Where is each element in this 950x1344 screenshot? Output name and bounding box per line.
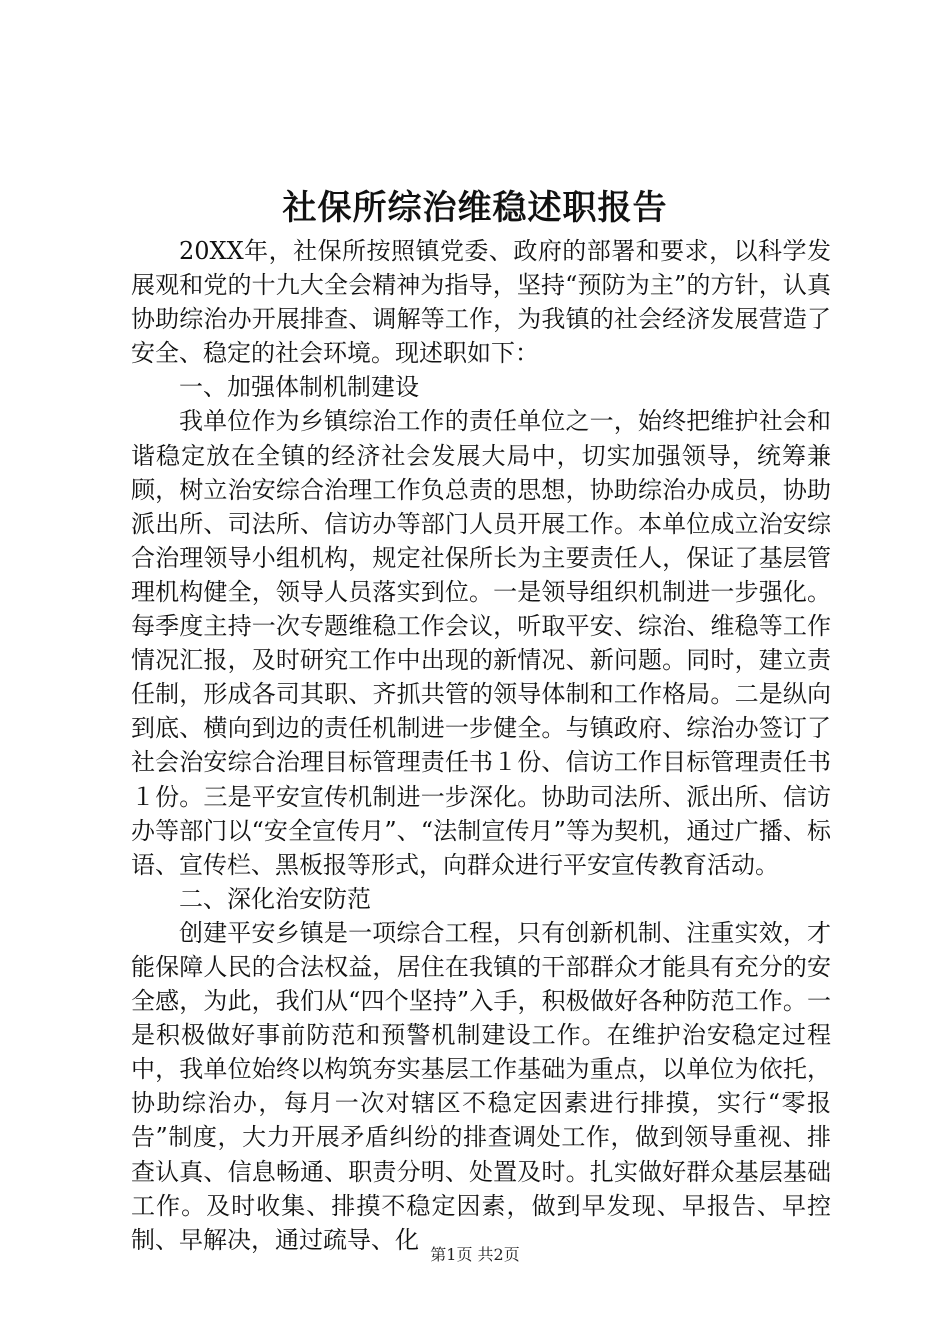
document-title: 社保所综治维稳述职报告 [282, 188, 668, 228]
section-heading-1: 一、加强体制机制建设 [179, 373, 419, 402]
section-heading-2: 二、深化治安防范 [179, 884, 371, 913]
page-footer: 第1页 共2页 [430, 1245, 520, 1264]
section-paragraph-1: 我单位作为乡镇综治工作的责任单位之一，始终把维护社会和谐稳定放在全镇的经济社会发展大局中，切实加强领导，统筹兼顾，树立治安综合治理工作负总责的思想，协助综治办成员，协助派出所、司法所、信访办等部门人员开展工作。本单位成立治安综合治理领导小组机构，规定社保所长为主要责任人，保证了基层管理机构健全，领导人员落实到位。一是领导组织机制进一步强化。每季度主持一次专题维稳工作会议，听取平安、综治、维稳等工作情况汇报，及时研究工作中出现的新情况、新问题。同时，建立责任制，形成各司其职、齐抓共管的领导体制和工作格局。二是纵向到底、横向到边的责任机制进一步健全。与镇政府、综治办签订了社会治安综合治理目标管理责任书１份、信访工作目标管理责任书１份。三是平安宣传机制进一步深化。协助司法所、派出所、信访办等部门以“安全宣传月”、“法制宣传月”等为契机，通过广播、标语、宣传栏、黑板报等形式，向群众进行平安宣传教育活动。 [131, 407, 831, 879]
intro-paragraph: 20XX年，社保所按照镇党委、政府的部署和要求，以科学发展观和党的十九大全会精神为指导，坚持“预防为主”的方针，认真协助综治办开展排查、调解等工作，为我镇的社会经济发展营造了安全、稳定的社会环境。现述职如下： [131, 237, 831, 368]
section-paragraph-2: 创建平安乡镇是一项综合工程，只有创新机制、注重实效，才能保障人民的合法权益，居住在我镇的干部群众才能具有充分的安全感，为此，我们从“四个坚持”入手，积极做好各种防范工作。一是积极做好事前防范和预警机制建设工作。在维护治安稳定过程中，我单位始终以构筑夯实基层工作基础为重点，以单位为依托，协助综治办，每月一次对辖区不稳定因素进行排摸，实行“零报告”制度，大力开展矛盾纠纷的排查调处工作，做到领导重视、排查认真、信息畅通、职责分明、处置及时。扎实做好群众基层基础工作。及时收集、排摸不稳定因素，做到早发现、早报告、早控制、早解决，通过疏导、化 [131, 918, 831, 1254]
document-body [131, 234, 831, 1257]
